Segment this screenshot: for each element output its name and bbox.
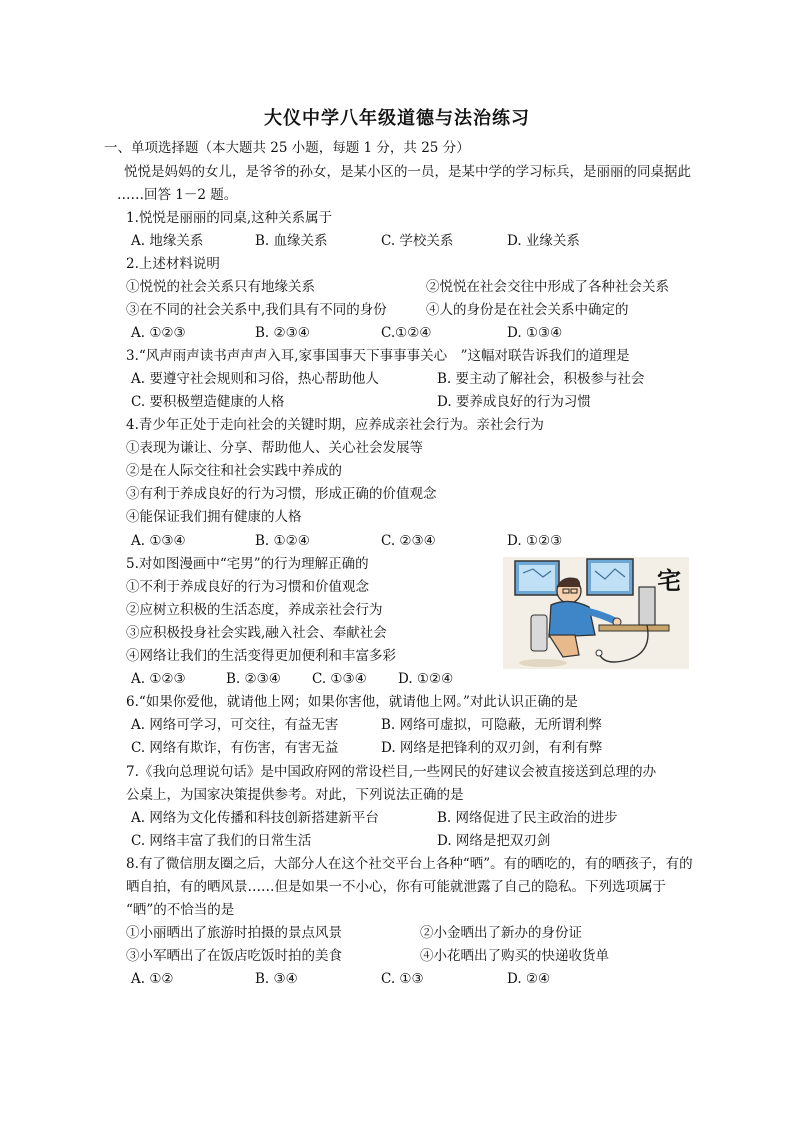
q2-stem: 2.上述材料说明 xyxy=(126,256,220,272)
q7-option-c: C. 网络丰富了我们的日常生活 xyxy=(131,833,312,849)
q8-statement-2: ②小金晒出了新办的身份证 xyxy=(420,925,582,941)
q4-statement-2: ②是在人际交往和社会实践中养成的 xyxy=(126,463,342,479)
q8-option-d: D. ②④ xyxy=(507,971,551,987)
section-heading: 一、单项选择题（本大题共 25 小题，每题 1 分，共 25 分） xyxy=(104,140,470,156)
q6-stem: 6.“如果你爱他，就请他上网；如果你害他，就请他上网。”对此认识正确的是 xyxy=(126,694,578,710)
q2-option-b: B. ②③④ xyxy=(255,325,310,341)
q6-option-b: B. 网络可虚拟，可隐蔽，无所谓利弊 xyxy=(381,717,603,733)
q2-statement-1: ①悦悦的社会关系只有地缘关系 xyxy=(126,279,315,295)
q3-option-a: A. 要遵守社会规则和习俗，热心帮助他人 xyxy=(131,371,379,387)
q7-option-d: D. 网络是把双刃剑 xyxy=(437,833,551,849)
q4-option-c: C. ②③④ xyxy=(381,533,436,549)
q7-stem-line-1: 7.《我向总理说句话》是中国政府网的常设栏目,一些网民的好建议会被直接送到总理的办 xyxy=(126,764,657,780)
q5-option-b: B. ②③④ xyxy=(226,671,281,687)
q2-option-c: C.①②④ xyxy=(381,325,432,341)
q1-option-d: D. 业缘关系 xyxy=(507,233,580,249)
q7-option-a: A. 网络为文化传播和科技创新搭建新平台 xyxy=(131,810,379,826)
q5-option-a: A. ①②③ xyxy=(131,671,186,687)
zhainan-cartoon-image xyxy=(503,557,689,669)
q5-statement-3: ③应积极投身社会实践,融入社会、奉献社会 xyxy=(126,625,387,641)
q1-option-b: B. 血缘关系 xyxy=(255,233,328,249)
q8-stem-line-2: 晒自拍，有的晒风景……但是如果一不小心，你有可能就泄露了自己的隐私。下列选项属于 xyxy=(126,879,666,895)
q8-statement-3: ③小军晒出了在饭店吃饭时拍的美食 xyxy=(126,948,342,964)
q4-stem: 4.青少年正处于走向社会的关键时期，应养成亲社会行为。亲社会行为 xyxy=(126,417,544,433)
cartoon-character-label: 宅 xyxy=(657,567,681,595)
q3-option-b: B. 要主动了解社会，积极参与社会 xyxy=(437,371,645,387)
q8-stem-line-3: “晒”的不恰当的是 xyxy=(126,902,235,918)
q6-option-d: D. 网络是把锋利的双刃剑，有利有弊 xyxy=(381,740,603,756)
q7-stem-line-2: 公桌上，为国家决策提供参考。对此，下列说法正确的是 xyxy=(126,787,464,803)
q5-stem: 5.对如图漫画中“宅男”的行为理解正确的 xyxy=(126,556,369,572)
q1-option-a: A. 地缘关系 xyxy=(131,233,204,249)
q2-option-d: D. ①③④ xyxy=(507,325,563,341)
q4-option-a: A. ①③④ xyxy=(131,533,186,549)
q8-statement-4: ④小花晒出了购买的快递收货单 xyxy=(420,948,609,964)
q1-option-c: C. 学校关系 xyxy=(381,233,454,249)
q7-option-b: B. 网络促进了民主政治的进步 xyxy=(437,810,618,826)
q4-option-d: D. ①②③ xyxy=(507,533,563,549)
q2-statement-3: ③在不同的社会关系中,我们具有不同的身份 xyxy=(126,302,387,318)
q5-option-c: C. ①③④ xyxy=(312,671,367,687)
q8-option-b: B. ③④ xyxy=(255,971,298,987)
q8-statement-1: ①小丽晒出了旅游时拍摄的景点风景 xyxy=(126,925,342,941)
intro-line-1: 悦悦是妈妈的女儿，是爷爷的孙女，是某小区的一员，是某中学的学习标兵，是丽丽的同桌据此 xyxy=(124,164,691,180)
q4-statement-1: ①表现为谦让、分享、帮助他人、关心社会发展等 xyxy=(126,440,423,456)
q8-option-c: C. ①③ xyxy=(381,971,424,987)
q3-stem: 3.“风声雨声读书声声声入耳,家事国事天下事事事关心 ”这幅对联告诉我们的道理是 xyxy=(126,348,630,364)
intro-line-2: ……回答 1－2 题。 xyxy=(117,187,238,203)
q8-stem-line-1: 8.有了微信朋友圈之后，大部分人在这个社交平台上各种“晒”。有的晒吃的，有的晒孩子，有的 xyxy=(126,856,693,872)
q2-statement-2: ②悦悦在社会交往中形成了各种社会关系 xyxy=(426,279,669,295)
q3-option-d: D. 要养成良好的行为习惯 xyxy=(437,394,591,410)
q3-option-c: C. 要积极塑造健康的人格 xyxy=(131,394,285,410)
q6-option-c: C. 网络有欺诈，有伤害，有害无益 xyxy=(131,740,339,756)
q4-statement-4: ④能保证我们拥有健康的人格 xyxy=(126,509,302,525)
q2-option-a: A. ①②③ xyxy=(131,325,186,341)
q6-option-a: A. 网络可学习，可交往，有益无害 xyxy=(131,717,339,733)
q8-option-a: A. ①② xyxy=(131,971,174,987)
q2-statement-4: ④人的身份是在社会关系中确定的 xyxy=(426,302,629,318)
q5-statement-2: ②应树立积极的生活态度，养成亲社会行为 xyxy=(126,602,383,618)
q5-option-d: D. ①②④ xyxy=(398,671,454,687)
q5-statement-4: ④网络让我们的生活变得更加便利和丰富多彩 xyxy=(126,648,396,664)
page-title: 大仪中学八年级道德与法治练习 xyxy=(264,108,530,129)
q4-statement-3: ③有利于养成良好的行为习惯，形成正确的价值观念 xyxy=(126,486,437,502)
q5-statement-1: ①不利于养成良好的行为习惯和价值观念 xyxy=(126,579,369,595)
q4-option-b: B. ①②④ xyxy=(255,533,310,549)
q1-stem: 1.悦悦是丽丽的同桌,这种关系属于 xyxy=(126,210,333,226)
